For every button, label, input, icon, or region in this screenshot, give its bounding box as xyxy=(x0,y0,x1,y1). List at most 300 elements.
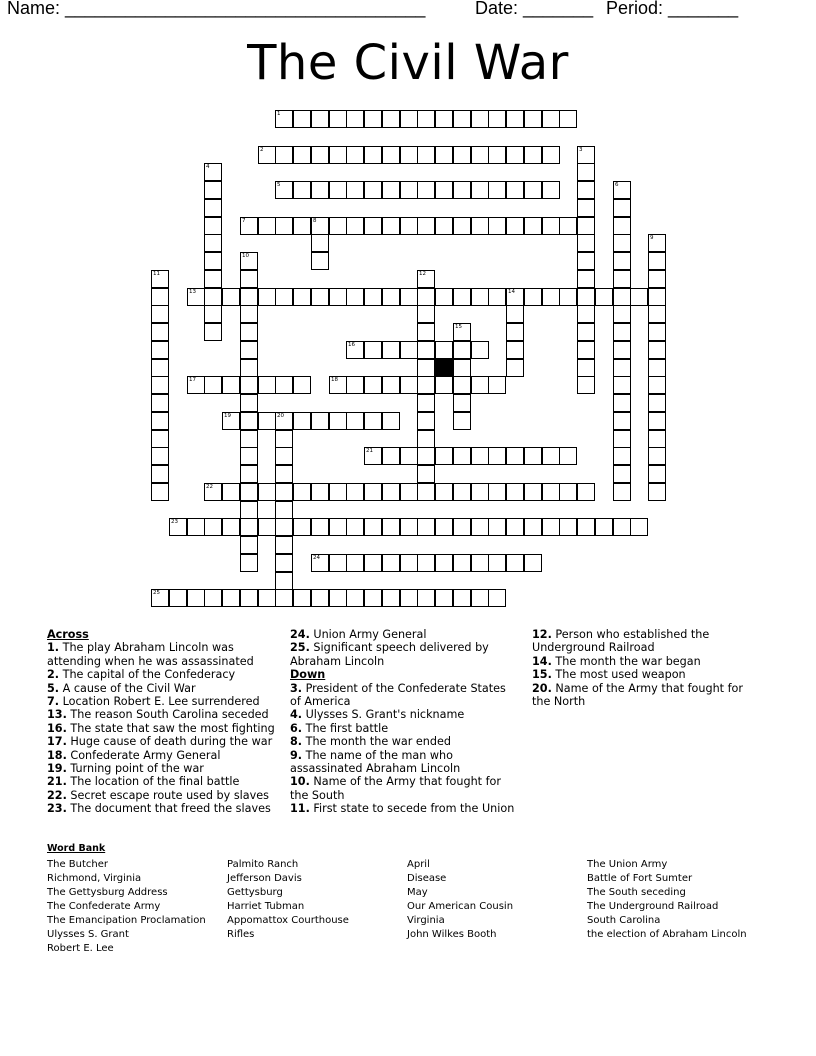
crossword-cell[interactable] xyxy=(275,146,293,164)
period-field[interactable]: Period: _______ xyxy=(606,0,739,18)
crossword-cell[interactable] xyxy=(346,376,364,394)
crossword-cell[interactable] xyxy=(382,288,400,306)
crossword-cell[interactable] xyxy=(240,376,258,394)
crossword-cell[interactable] xyxy=(293,110,311,128)
crossword-cell[interactable] xyxy=(524,518,542,536)
crossword-cell[interactable] xyxy=(222,376,240,394)
crossword-cell[interactable] xyxy=(417,376,435,394)
crossword-cell[interactable] xyxy=(329,554,347,572)
crossword-cell[interactable] xyxy=(648,305,666,323)
crossword-cell[interactable] xyxy=(311,234,329,252)
crossword-cell[interactable] xyxy=(577,270,595,288)
crossword-cell[interactable] xyxy=(258,483,276,501)
crossword-cell[interactable] xyxy=(613,217,631,235)
crossword-cell[interactable] xyxy=(222,589,240,607)
crossword-cell[interactable] xyxy=(488,518,506,536)
crossword-cell[interactable] xyxy=(417,359,435,377)
crossword-cell[interactable] xyxy=(542,447,560,465)
crossword-cell[interactable] xyxy=(542,483,560,501)
crossword-cell[interactable] xyxy=(346,146,364,164)
crossword-cell[interactable] xyxy=(151,323,169,341)
crossword-cell[interactable] xyxy=(577,518,595,536)
crossword-cell[interactable] xyxy=(151,589,169,607)
crossword-cell[interactable] xyxy=(293,412,311,430)
crossword-cell[interactable] xyxy=(275,536,293,554)
crossword-cell[interactable] xyxy=(275,110,293,128)
crossword-cell[interactable] xyxy=(382,110,400,128)
crossword-cell[interactable] xyxy=(293,181,311,199)
crossword-cell[interactable] xyxy=(400,447,418,465)
crossword-cell[interactable] xyxy=(382,589,400,607)
crossword-cell[interactable] xyxy=(311,217,329,235)
crossword-cell[interactable] xyxy=(435,589,453,607)
crossword-cell[interactable] xyxy=(630,518,648,536)
crossword-cell[interactable] xyxy=(382,483,400,501)
crossword-cell[interactable] xyxy=(346,341,364,359)
crossword-cell[interactable] xyxy=(311,288,329,306)
crossword-cell[interactable] xyxy=(204,252,222,270)
crossword-cell[interactable] xyxy=(222,288,240,306)
crossword-cell[interactable] xyxy=(648,376,666,394)
crossword-cell[interactable] xyxy=(577,323,595,341)
crossword-cell[interactable] xyxy=(204,483,222,501)
crossword-cell[interactable] xyxy=(435,376,453,394)
crossword-cell[interactable] xyxy=(151,270,169,288)
crossword-cell[interactable] xyxy=(648,465,666,483)
crossword-cell[interactable] xyxy=(417,181,435,199)
crossword-cell[interactable] xyxy=(275,554,293,572)
crossword-cell[interactable] xyxy=(648,288,666,306)
crossword-cell[interactable] xyxy=(488,376,506,394)
crossword-cell[interactable] xyxy=(435,288,453,306)
crossword-cell[interactable] xyxy=(364,110,382,128)
crossword-cell[interactable] xyxy=(346,483,364,501)
crossword-cell[interactable] xyxy=(329,110,347,128)
crossword-cell[interactable] xyxy=(275,572,293,590)
crossword-cell[interactable] xyxy=(488,554,506,572)
crossword-cell[interactable] xyxy=(542,518,560,536)
crossword-cell[interactable] xyxy=(506,110,524,128)
crossword-cell[interactable] xyxy=(151,465,169,483)
crossword-cell[interactable] xyxy=(151,483,169,501)
crossword-cell[interactable] xyxy=(275,412,293,430)
crossword-cell[interactable] xyxy=(364,288,382,306)
crossword-cell[interactable] xyxy=(471,483,489,501)
crossword-cell[interactable] xyxy=(417,146,435,164)
crossword-cell[interactable] xyxy=(275,501,293,519)
crossword-cell[interactable] xyxy=(382,146,400,164)
crossword-cell[interactable] xyxy=(577,217,595,235)
crossword-cell[interactable] xyxy=(435,181,453,199)
crossword-cell[interactable] xyxy=(204,181,222,199)
crossword-cell[interactable] xyxy=(542,110,560,128)
crossword-cell[interactable] xyxy=(524,146,542,164)
crossword-cell[interactable] xyxy=(293,589,311,607)
crossword-cell[interactable] xyxy=(435,217,453,235)
crossword-cell[interactable] xyxy=(524,288,542,306)
crossword-cell[interactable] xyxy=(613,199,631,217)
crossword-cell[interactable] xyxy=(187,376,205,394)
crossword-cell[interactable] xyxy=(258,288,276,306)
crossword-cell[interactable] xyxy=(329,181,347,199)
crossword-cell[interactable] xyxy=(382,554,400,572)
crossword-cell[interactable] xyxy=(488,217,506,235)
crossword-cell[interactable] xyxy=(275,430,293,448)
crossword-cell[interactable] xyxy=(506,305,524,323)
crossword-cell[interactable] xyxy=(151,376,169,394)
crossword-cell[interactable] xyxy=(258,376,276,394)
crossword-cell[interactable] xyxy=(577,163,595,181)
crossword-cell[interactable] xyxy=(329,518,347,536)
crossword-cell[interactable] xyxy=(329,217,347,235)
crossword-cell[interactable] xyxy=(364,447,382,465)
crossword-cell[interactable] xyxy=(346,589,364,607)
crossword-cell[interactable] xyxy=(400,483,418,501)
crossword-cell[interactable] xyxy=(240,447,258,465)
crossword-cell[interactable] xyxy=(542,288,560,306)
crossword-cell[interactable] xyxy=(364,483,382,501)
crossword-cell[interactable] xyxy=(417,288,435,306)
crossword-cell[interactable] xyxy=(577,483,595,501)
crossword-cell[interactable] xyxy=(577,288,595,306)
crossword-cell[interactable] xyxy=(506,447,524,465)
crossword-cell[interactable] xyxy=(417,447,435,465)
crossword-cell[interactable] xyxy=(577,376,595,394)
crossword-cell[interactable] xyxy=(275,589,293,607)
crossword-cell[interactable] xyxy=(453,146,471,164)
crossword-cell[interactable] xyxy=(364,341,382,359)
crossword-cell[interactable] xyxy=(613,234,631,252)
crossword-cell[interactable] xyxy=(258,146,276,164)
crossword-cell[interactable] xyxy=(506,554,524,572)
crossword-cell[interactable] xyxy=(240,554,258,572)
crossword-cell[interactable] xyxy=(275,483,293,501)
crossword-cell[interactable] xyxy=(275,217,293,235)
crossword-cell[interactable] xyxy=(471,554,489,572)
crossword-cell[interactable] xyxy=(382,518,400,536)
crossword-cell[interactable] xyxy=(311,518,329,536)
crossword-cell[interactable] xyxy=(240,217,258,235)
crossword-cell[interactable] xyxy=(204,163,222,181)
crossword-cell[interactable] xyxy=(417,394,435,412)
crossword-cell[interactable] xyxy=(453,483,471,501)
crossword-cell[interactable] xyxy=(240,465,258,483)
crossword-cell[interactable] xyxy=(417,483,435,501)
crossword-cell[interactable] xyxy=(648,323,666,341)
crossword-cell[interactable] xyxy=(417,270,435,288)
crossword-cell[interactable] xyxy=(222,412,240,430)
crossword-cell[interactable] xyxy=(577,252,595,270)
crossword-cell[interactable] xyxy=(613,181,631,199)
crossword-cell[interactable] xyxy=(417,412,435,430)
crossword-cell[interactable] xyxy=(417,341,435,359)
crossword-cell[interactable] xyxy=(613,430,631,448)
crossword-cell[interactable] xyxy=(329,376,347,394)
date-field[interactable]: Date: _______ xyxy=(475,0,594,18)
crossword-cell[interactable] xyxy=(151,359,169,377)
crossword-cell[interactable] xyxy=(453,589,471,607)
crossword-cell[interactable] xyxy=(240,288,258,306)
crossword-cell[interactable] xyxy=(471,518,489,536)
crossword-cell[interactable] xyxy=(506,288,524,306)
crossword-cell[interactable] xyxy=(453,217,471,235)
crossword-cell[interactable] xyxy=(275,288,293,306)
crossword-cell[interactable] xyxy=(400,341,418,359)
crossword-cell[interactable] xyxy=(613,252,631,270)
crossword-cell[interactable] xyxy=(453,341,471,359)
crossword-cell[interactable] xyxy=(453,110,471,128)
crossword-cell[interactable] xyxy=(364,412,382,430)
crossword-cell[interactable] xyxy=(506,217,524,235)
crossword-cell[interactable] xyxy=(151,412,169,430)
crossword-cell[interactable] xyxy=(311,589,329,607)
crossword-cell[interactable] xyxy=(613,376,631,394)
crossword-cell[interactable] xyxy=(471,181,489,199)
crossword-cell[interactable] xyxy=(311,412,329,430)
crossword-cell[interactable] xyxy=(204,376,222,394)
crossword-cell[interactable] xyxy=(471,376,489,394)
crossword-cell[interactable] xyxy=(382,181,400,199)
crossword-cell[interactable] xyxy=(648,234,666,252)
crossword-cell[interactable] xyxy=(382,412,400,430)
crossword-cell[interactable] xyxy=(613,270,631,288)
crossword-cell[interactable] xyxy=(346,181,364,199)
crossword-cell[interactable] xyxy=(293,217,311,235)
crossword-cell[interactable] xyxy=(329,589,347,607)
crossword-cell[interactable] xyxy=(364,518,382,536)
crossword-cell[interactable] xyxy=(613,323,631,341)
crossword-cell[interactable] xyxy=(524,447,542,465)
crossword-cell[interactable] xyxy=(453,376,471,394)
crossword-cell[interactable] xyxy=(240,341,258,359)
crossword-cell[interactable] xyxy=(311,554,329,572)
crossword-cell[interactable] xyxy=(577,305,595,323)
crossword-cell[interactable] xyxy=(204,323,222,341)
crossword-cell[interactable] xyxy=(311,483,329,501)
crossword-cell[interactable] xyxy=(400,589,418,607)
crossword-cell[interactable] xyxy=(417,217,435,235)
crossword-cell[interactable] xyxy=(506,483,524,501)
crossword-cell[interactable] xyxy=(364,376,382,394)
crossword-cell[interactable] xyxy=(506,518,524,536)
crossword-cell[interactable] xyxy=(613,518,631,536)
crossword-cell[interactable] xyxy=(204,305,222,323)
crossword-cell[interactable] xyxy=(169,518,187,536)
crossword-cell[interactable] xyxy=(471,217,489,235)
crossword-cell[interactable] xyxy=(595,518,613,536)
crossword-cell[interactable] xyxy=(204,288,222,306)
crossword-cell[interactable] xyxy=(151,341,169,359)
crossword-cell[interactable] xyxy=(524,554,542,572)
crossword-cell[interactable] xyxy=(471,146,489,164)
crossword-cell[interactable] xyxy=(204,217,222,235)
crossword-cell[interactable] xyxy=(364,217,382,235)
crossword-cell[interactable] xyxy=(346,518,364,536)
crossword-cell[interactable] xyxy=(648,270,666,288)
crossword-cell[interactable] xyxy=(293,146,311,164)
crossword-cell[interactable] xyxy=(488,447,506,465)
crossword-cell[interactable] xyxy=(364,554,382,572)
crossword-cell[interactable] xyxy=(453,288,471,306)
crossword-cell[interactable] xyxy=(275,465,293,483)
crossword-cell[interactable] xyxy=(417,305,435,323)
crossword-cell[interactable] xyxy=(258,217,276,235)
crossword-cell[interactable] xyxy=(453,359,471,377)
crossword-cell[interactable] xyxy=(630,288,648,306)
crossword-cell[interactable] xyxy=(559,483,577,501)
crossword-cell[interactable] xyxy=(559,288,577,306)
crossword-cell[interactable] xyxy=(559,447,577,465)
crossword-cell[interactable] xyxy=(204,199,222,217)
crossword-cell[interactable] xyxy=(577,199,595,217)
crossword-cell[interactable] xyxy=(151,305,169,323)
crossword-cell[interactable] xyxy=(559,110,577,128)
crossword-cell[interactable] xyxy=(293,376,311,394)
crossword-cell[interactable] xyxy=(382,217,400,235)
crossword-cell[interactable] xyxy=(524,217,542,235)
crossword-cell[interactable] xyxy=(613,394,631,412)
crossword-cell[interactable] xyxy=(204,270,222,288)
crossword-cell[interactable] xyxy=(613,359,631,377)
crossword-cell[interactable] xyxy=(400,217,418,235)
crossword-cell[interactable] xyxy=(204,518,222,536)
crossword-cell[interactable] xyxy=(435,110,453,128)
crossword-cell[interactable] xyxy=(435,341,453,359)
crossword-cell[interactable] xyxy=(506,181,524,199)
crossword-cell[interactable] xyxy=(524,110,542,128)
crossword-cell[interactable] xyxy=(471,447,489,465)
crossword-cell[interactable] xyxy=(187,589,205,607)
crossword-cell[interactable] xyxy=(275,181,293,199)
crossword-cell[interactable] xyxy=(222,483,240,501)
crossword-cell[interactable] xyxy=(453,394,471,412)
crossword-cell[interactable] xyxy=(240,359,258,377)
crossword-cell[interactable] xyxy=(311,146,329,164)
crossword-cell[interactable] xyxy=(240,412,258,430)
crossword-cell[interactable] xyxy=(648,359,666,377)
crossword-cell[interactable] xyxy=(613,465,631,483)
crossword-cell[interactable] xyxy=(648,252,666,270)
crossword-cell[interactable] xyxy=(240,518,258,536)
crossword-cell[interactable] xyxy=(613,341,631,359)
crossword-cell[interactable] xyxy=(400,376,418,394)
crossword-cell[interactable] xyxy=(187,288,205,306)
crossword-cell[interactable] xyxy=(240,483,258,501)
crossword-cell[interactable] xyxy=(435,483,453,501)
crossword-cell[interactable] xyxy=(577,341,595,359)
crossword-cell[interactable] xyxy=(506,341,524,359)
crossword-cell[interactable] xyxy=(453,518,471,536)
crossword-cell[interactable] xyxy=(275,518,293,536)
crossword-cell[interactable] xyxy=(311,181,329,199)
crossword-cell[interactable] xyxy=(382,447,400,465)
crossword-cell[interactable] xyxy=(346,217,364,235)
crossword-cell[interactable] xyxy=(613,483,631,501)
crossword-cell[interactable] xyxy=(648,447,666,465)
crossword-cell[interactable] xyxy=(240,323,258,341)
crossword-cell[interactable] xyxy=(329,146,347,164)
crossword-cell[interactable] xyxy=(648,483,666,501)
crossword-cell[interactable] xyxy=(471,589,489,607)
crossword-cell[interactable] xyxy=(364,146,382,164)
crossword-cell[interactable] xyxy=(240,430,258,448)
crossword-cell[interactable] xyxy=(577,359,595,377)
crossword-cell[interactable] xyxy=(471,288,489,306)
crossword-cell[interactable] xyxy=(453,447,471,465)
crossword-cell[interactable] xyxy=(577,181,595,199)
crossword-cell[interactable] xyxy=(648,430,666,448)
crossword-cell[interactable] xyxy=(435,447,453,465)
crossword-cell[interactable] xyxy=(648,341,666,359)
crossword-cell[interactable] xyxy=(275,376,293,394)
crossword-cell[interactable] xyxy=(151,394,169,412)
crossword-cell[interactable] xyxy=(311,252,329,270)
crossword-cell[interactable] xyxy=(506,146,524,164)
crossword-cell[interactable] xyxy=(417,323,435,341)
crossword-cell[interactable] xyxy=(329,288,347,306)
crossword-cell[interactable] xyxy=(524,483,542,501)
crossword-cell[interactable] xyxy=(187,518,205,536)
crossword-cell[interactable] xyxy=(382,376,400,394)
crossword-cell[interactable] xyxy=(400,110,418,128)
crossword-cell[interactable] xyxy=(488,146,506,164)
crossword-cell[interactable] xyxy=(400,554,418,572)
crossword-cell[interactable] xyxy=(240,536,258,554)
crossword-cell[interactable] xyxy=(382,341,400,359)
crossword-cell[interactable] xyxy=(542,181,560,199)
crossword-cell[interactable] xyxy=(258,518,276,536)
crossword-cell[interactable] xyxy=(435,554,453,572)
crossword-cell[interactable] xyxy=(648,412,666,430)
crossword-cell[interactable] xyxy=(648,394,666,412)
crossword-cell[interactable] xyxy=(400,181,418,199)
crossword-cell[interactable] xyxy=(240,394,258,412)
crossword-cell[interactable] xyxy=(293,483,311,501)
crossword-cell[interactable] xyxy=(577,234,595,252)
crossword-cell[interactable] xyxy=(151,447,169,465)
crossword-cell[interactable] xyxy=(613,305,631,323)
crossword-cell[interactable] xyxy=(240,501,258,519)
crossword-cell[interactable] xyxy=(417,430,435,448)
crossword-cell[interactable] xyxy=(293,518,311,536)
crossword-cell[interactable] xyxy=(240,252,258,270)
crossword-cell[interactable] xyxy=(151,430,169,448)
crossword-cell[interactable] xyxy=(613,447,631,465)
crossword-cell[interactable] xyxy=(258,412,276,430)
crossword-cell[interactable] xyxy=(240,305,258,323)
crossword-cell[interactable] xyxy=(488,288,506,306)
crossword-cell[interactable] xyxy=(471,110,489,128)
crossword-cell[interactable] xyxy=(311,110,329,128)
crossword-cell[interactable] xyxy=(559,217,577,235)
crossword-cell[interactable] xyxy=(240,589,258,607)
crossword-cell[interactable] xyxy=(204,234,222,252)
crossword-cell[interactable] xyxy=(488,181,506,199)
crossword-cell[interactable] xyxy=(524,181,542,199)
crossword-cell[interactable] xyxy=(293,288,311,306)
crossword-cell[interactable] xyxy=(417,589,435,607)
crossword-cell[interactable] xyxy=(417,110,435,128)
crossword-cell[interactable] xyxy=(542,146,560,164)
crossword-cell[interactable] xyxy=(435,146,453,164)
crossword-cell[interactable] xyxy=(346,288,364,306)
crossword-cell[interactable] xyxy=(453,554,471,572)
crossword-cell[interactable] xyxy=(417,465,435,483)
crossword-cell[interactable] xyxy=(577,146,595,164)
crossword-cell[interactable] xyxy=(595,288,613,306)
crossword-cell[interactable] xyxy=(400,288,418,306)
name-field[interactable]: Name: ____________________________________ xyxy=(7,0,426,18)
